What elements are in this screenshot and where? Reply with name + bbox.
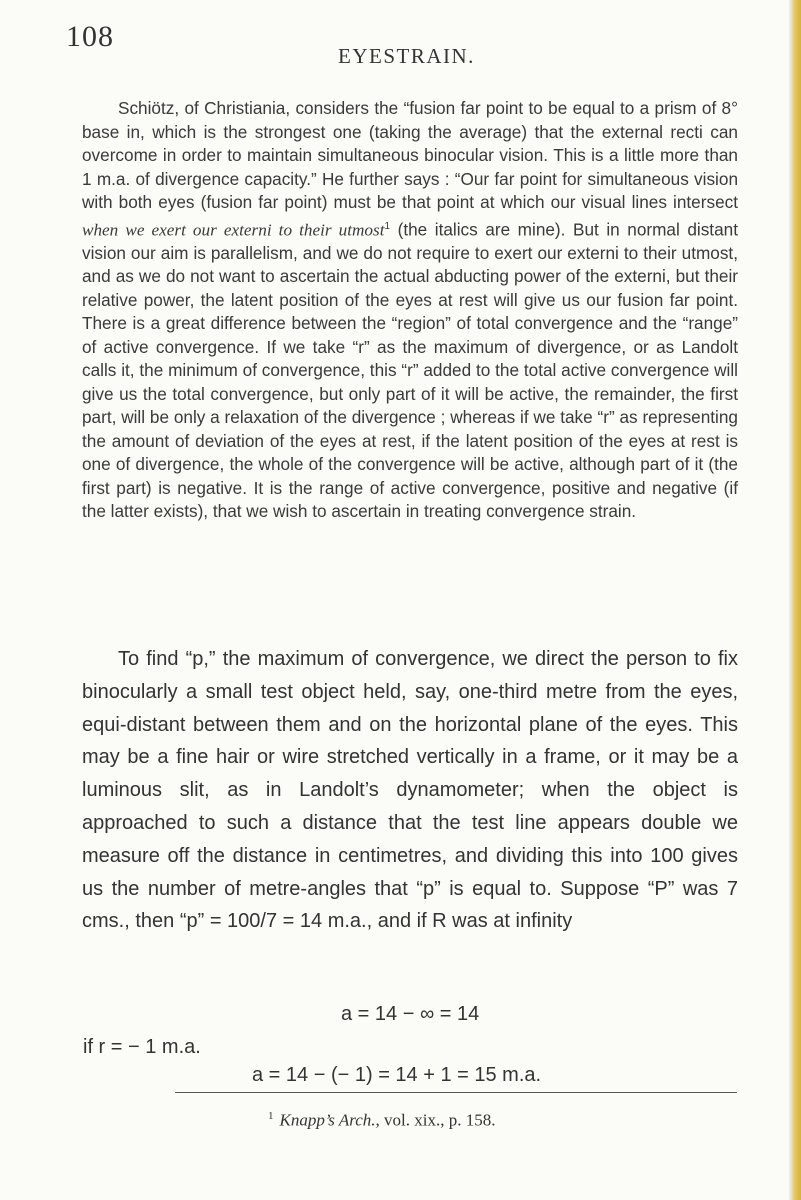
footnote [268, 1110, 496, 1131]
paragraph-schiotz [82, 97, 738, 524]
italic-quote: when we exert our externi to their utmost [82, 220, 385, 240]
small-print-paragraph [82, 97, 738, 524]
paragraph-text-a: Schiötz, of Christiania, considers the “fusion far point to be equal to a prism of 8° base in, which is the strongest one (taking the average) that the external recti can overcome in order to maintain simultaneous binocular vision. This is a little more than 1 m.a. of divergence capacity.” He further says : “Our far point for simultaneous vision with both eyes (fusion far point) must be that point at which our visual lines intersect [82, 98, 738, 212]
large-print-paragraph [82, 643, 738, 938]
footnote-mark: 1 [268, 1110, 274, 1122]
footnote-citation: , vol. xix., p. 158. [375, 1110, 496, 1130]
equation-if-r: if r = − 1 m.a. [83, 1036, 201, 1058]
footnote-rule [175, 1092, 737, 1093]
page-header [0, 20, 801, 80]
page-edge-binding [789, 0, 801, 1200]
paragraph-text-b: (the italics are mine). But in normal distant vision our aim is parallelism, and we do not require to exert our externi to their utmost, and as we do not want to ascertain the actual abducting power of the externi, but their relative power, the latent position of the eyes at rest will give us our fusion far point. There is a great difference between the “region” of total convergence and the “range” of active convergence. If we take “r” as the maximum of divergence, or as Landolt calls it, the minimum of convergence, this “r” added to the total active convergence will give us the total convergence, but only part of it will be active, the remainder, the first part, will be only a relaxation of the divergence ; whereas if we take “r” as representing the amount of deviation of the eyes at rest, if the latent position of the eyes at rest is one of divergence, the whole of the convergence will be active, although part of it (the first part) is negative. It is the range of active convergence, positive and negative (if the latter exists), that we wish to ascertain in treating convergence strain. [82, 219, 738, 522]
equation-a-infinity: a = 14 − ∞ = 14 [341, 1003, 480, 1025]
footnote-reference: 1 [384, 220, 391, 232]
footnote-journal-title: Knapp’s Arch. [279, 1110, 376, 1130]
page-number: 108 [66, 20, 114, 53]
paragraph-find-p: To find “p,” the maximum of convergence, we direct the person to fix binocularly a small test object held, say, one-third metre from the eyes, equi-distant between them and on the horizontal plane of the eyes. This may be a fine hair or wire stretched vertically in a frame, or it may be a luminous slit, as in Landolt’s dynamometer; when the object is approached to such a distance that the test line appears double we measure off the distance in centimetres, and dividing this into 100 gives us the number of metre-angles that “p” is equal to. Suppose “P” was 7 cms., then “p” = 100/7 = 14 m.a., and if R was at infinity [82, 648, 738, 933]
running-head: EYESTRAIN. [338, 44, 475, 68]
equation-a-result: a = 14 − (− 1) = 14 + 1 = 15 m.a. [252, 1064, 542, 1086]
